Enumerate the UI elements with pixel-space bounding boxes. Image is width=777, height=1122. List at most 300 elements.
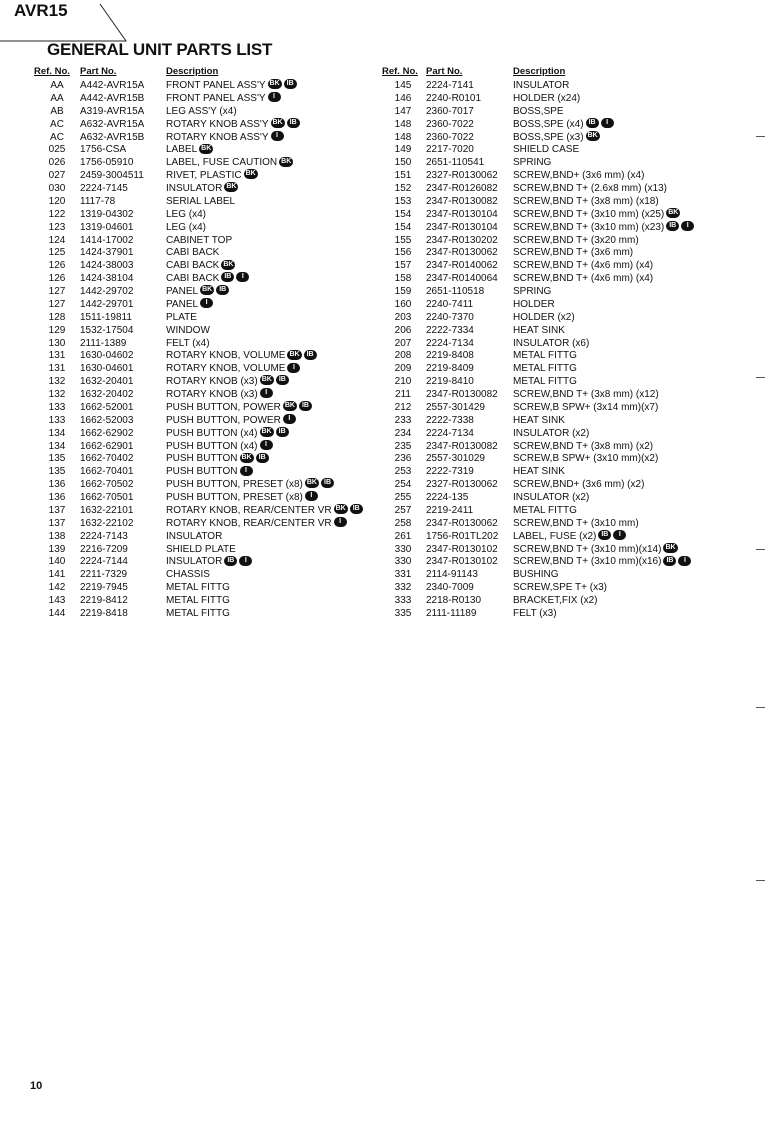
- description-text: CHASSIS: [166, 569, 210, 581]
- table-row: [34, 479, 374, 492]
- variant-badge: I: [200, 298, 213, 308]
- table-row: [34, 260, 374, 273]
- description: [166, 247, 219, 260]
- description: [166, 428, 289, 441]
- variant-badge: IB: [350, 504, 363, 514]
- description-text: PLATE: [166, 311, 197, 323]
- description-text: SPRING: [513, 286, 552, 297]
- ref-no: [392, 518, 414, 531]
- table-row: [382, 479, 722, 492]
- description-text: SCREW,BND T+ (4x6 mm) (x4): [513, 273, 654, 285]
- ref-no: [392, 144, 414, 157]
- part-no: [426, 402, 485, 415]
- description: [166, 325, 210, 338]
- part-no-text: 1662-52003: [80, 414, 134, 426]
- ref-no: [46, 492, 68, 505]
- description: [513, 505, 577, 518]
- description-text: INSULATOR: [166, 183, 223, 194]
- part-no: [80, 556, 128, 569]
- part-no-text: 1756-CSA: [80, 144, 127, 156]
- variant-badge: I: [260, 388, 273, 398]
- ref-no: [46, 556, 68, 569]
- table-row: [34, 453, 374, 466]
- ref-no-text: 135: [48, 466, 66, 478]
- ref-no-text: 330: [394, 556, 412, 568]
- part-no: [426, 453, 485, 466]
- ref-no: [46, 80, 68, 93]
- ref-no: [392, 235, 414, 248]
- description: [513, 222, 694, 235]
- description: [513, 325, 565, 338]
- part-no-text: 2557-301029: [426, 453, 485, 465]
- ref-no: [392, 441, 414, 454]
- ref-no: [46, 132, 68, 145]
- description-text: PUSH BUTTON, PRESET (x8): [166, 492, 303, 503]
- variant-badge: BK: [272, 118, 283, 126]
- table-row: [34, 247, 374, 260]
- ref-no: [392, 80, 414, 93]
- part-no-text: 1414-17002: [80, 234, 134, 246]
- part-no-text: A632-AVR15B: [80, 131, 145, 143]
- ref-no-text: 207: [394, 337, 412, 349]
- part-no: [426, 222, 498, 235]
- part-no: [80, 157, 133, 170]
- part-no: [426, 209, 498, 222]
- description: [166, 93, 281, 106]
- ref-no: [392, 222, 414, 235]
- part-no-text: 2327-R0130062: [426, 170, 498, 182]
- ref-no-text: AC: [50, 118, 64, 130]
- table-row: [382, 196, 722, 209]
- description-text: ROTARY KNOB, REAR/CENTER VR: [166, 504, 332, 516]
- description: [513, 518, 639, 531]
- part-no: [426, 170, 498, 183]
- description: [166, 505, 363, 518]
- part-no-text: 2360-7022: [426, 131, 474, 143]
- ref-no-text: 128: [48, 311, 66, 323]
- variant-badge: BK: [241, 453, 252, 461]
- part-no-text: 1319-04601: [80, 221, 134, 233]
- part-no-text: 1424-37901: [80, 247, 134, 259]
- ref-no-text: 255: [394, 492, 412, 503]
- ref-no-text: 138: [48, 530, 66, 542]
- ref-no-text: AA: [50, 80, 64, 91]
- description-text: SHIELD CASE: [513, 144, 580, 156]
- description-text: PUSH BUTTON: [166, 453, 238, 465]
- part-no-text: 1662-70502: [80, 479, 134, 491]
- table-row: [34, 518, 374, 531]
- variant-badge: BK: [202, 286, 213, 294]
- variant-badge: IB: [276, 375, 289, 385]
- part-no: [80, 531, 128, 544]
- ref-no-text: 132: [48, 376, 66, 388]
- description: [166, 299, 213, 312]
- ref-no: [46, 466, 68, 479]
- part-no: [80, 144, 126, 157]
- description-text: PUSH BUTTON, POWER: [166, 401, 281, 413]
- ref-no: [392, 338, 414, 351]
- variant-badge: BK: [289, 350, 300, 358]
- part-no-text: 2219-8412: [80, 595, 128, 606]
- part-no-text: 1662-70401: [80, 466, 134, 478]
- table-row: [34, 608, 374, 621]
- description: [166, 363, 300, 376]
- part-no: [426, 106, 474, 119]
- ref-no: [392, 183, 414, 196]
- ref-no-text: 332: [394, 582, 412, 594]
- ref-no-text: 154: [394, 208, 412, 220]
- ref-no-text: 149: [394, 144, 412, 156]
- variant-badge: IB: [666, 221, 679, 231]
- part-no: [426, 466, 474, 479]
- ref-no-text: 148: [394, 131, 412, 143]
- part-no: [426, 389, 498, 402]
- col-description: Description: [513, 66, 566, 77]
- ref-no: [392, 273, 414, 286]
- description: [166, 376, 289, 389]
- table-row: [34, 338, 374, 351]
- description: [166, 235, 232, 248]
- ref-no-text: 150: [394, 157, 412, 169]
- part-no: [80, 428, 133, 441]
- ref-no-text: 154: [394, 221, 412, 233]
- part-no-text: 2651-110541: [426, 157, 485, 169]
- table-row: [382, 415, 722, 428]
- variant-badge: I: [305, 491, 318, 501]
- ref-no: [392, 389, 414, 402]
- variant-badge: IB: [321, 478, 334, 488]
- ref-no: [46, 170, 68, 183]
- description-text: INSULATOR (x2): [513, 427, 590, 439]
- part-no-text: 2347-R0130102: [426, 543, 498, 555]
- description: [166, 209, 206, 222]
- description: [166, 569, 210, 582]
- ref-no: [392, 428, 414, 441]
- part-no: [80, 492, 133, 505]
- description-text: SCREW,BND T+ (3x8 mm) (x18): [513, 195, 659, 207]
- description-text: SCREW,BND T+ (3x10 mm)(x14): [513, 543, 662, 555]
- ref-no-text: 333: [394, 595, 412, 606]
- table-row: [34, 132, 374, 145]
- ref-no: [46, 531, 68, 544]
- part-no: [80, 325, 133, 338]
- variant-badge: I: [287, 363, 300, 373]
- description-text: HEAT SINK: [513, 466, 565, 478]
- part-no-text: 2114-91143: [426, 569, 478, 581]
- col-ref-no: Ref. No.: [34, 66, 70, 77]
- part-no-text: 2222-7334: [426, 324, 474, 336]
- description-text: METAL FITTG: [513, 504, 577, 516]
- part-no: [80, 183, 128, 196]
- ref-no-text: 153: [394, 195, 412, 207]
- description: [513, 299, 555, 312]
- table-row: [382, 544, 722, 557]
- ref-no-text: 335: [394, 607, 412, 619]
- part-no: [80, 170, 144, 183]
- description: [513, 595, 597, 608]
- description-text: CABI BACK: [166, 260, 220, 272]
- part-no: [426, 441, 498, 454]
- ref-no: [392, 569, 414, 582]
- description-text: ROTARY KNOB (x3): [166, 389, 258, 400]
- ref-no: [392, 595, 414, 608]
- description-text: PUSH BUTTON (x4): [166, 427, 258, 439]
- ref-no-text: 203: [394, 311, 412, 323]
- part-no: [426, 260, 498, 273]
- ref-no-text: 254: [394, 479, 412, 491]
- ref-no: [392, 325, 414, 338]
- table-row: [34, 505, 374, 518]
- variant-badge: IB: [598, 530, 611, 540]
- description-text: PUSH BUTTON, PRESET (x8): [166, 479, 303, 491]
- table-row: [382, 556, 722, 569]
- ref-no-text: 151: [394, 170, 412, 182]
- ref-no: [392, 376, 414, 389]
- description: [513, 286, 551, 299]
- description-text: SCREW,BND T+ (4x6 mm) (x4): [513, 260, 654, 272]
- part-no-text: 2347-R0130062: [426, 517, 498, 529]
- variant-badge: IB: [221, 272, 234, 282]
- part-no-text: 2347-R0130082: [426, 440, 498, 452]
- part-no: [426, 518, 498, 531]
- table-row: [382, 170, 722, 183]
- variant-badge: I: [678, 556, 691, 566]
- table-row: [34, 144, 374, 157]
- part-no-text: 1756-05910: [80, 157, 134, 169]
- part-no-text: A442-AVR15B: [80, 92, 145, 104]
- table-row: [382, 222, 722, 235]
- description: [513, 466, 565, 479]
- ref-no: [46, 222, 68, 235]
- variant-badge: BK: [223, 260, 234, 268]
- description: [513, 402, 658, 415]
- part-no-text: 2347-R0130082: [426, 389, 498, 400]
- ref-no-text: 331: [394, 569, 412, 581]
- variant-badge: I: [283, 414, 296, 424]
- table-row: [34, 466, 374, 479]
- description-text: SCREW,BND T+ (2.6x8 mm) (x13): [513, 183, 668, 194]
- ref-no: [392, 492, 414, 505]
- description: [166, 544, 236, 557]
- description: [166, 595, 230, 608]
- variant-badge: I: [681, 221, 694, 231]
- ref-no: [46, 209, 68, 222]
- part-no-text: 1632-22101: [80, 504, 134, 516]
- ref-no: [46, 608, 68, 621]
- description: [513, 350, 577, 363]
- ref-no-text: 136: [48, 479, 66, 491]
- part-no-text: 2219-2411: [426, 504, 474, 516]
- table-row: [34, 273, 374, 286]
- description: [166, 453, 269, 466]
- ref-no: [46, 260, 68, 273]
- description-text: SCREW,BND T+ (3x6 mm): [513, 247, 634, 259]
- part-no: [80, 402, 133, 415]
- ref-no: [392, 119, 414, 132]
- ref-no: [46, 119, 68, 132]
- part-no-text: 1442-29702: [80, 286, 134, 297]
- part-no-text: 1632-22102: [80, 517, 134, 529]
- table-row: [34, 544, 374, 557]
- variant-badge: I: [613, 530, 626, 540]
- description-text: BOSS,SPE (x3): [513, 131, 584, 143]
- ref-no-text: 234: [394, 427, 412, 439]
- table-row: [382, 312, 722, 325]
- part-no-text: 2222-7319: [426, 466, 474, 478]
- table-row: [382, 209, 722, 222]
- description-text: SCREW,BND+ (3x6 mm) (x4): [513, 170, 645, 182]
- part-no: [80, 569, 127, 582]
- ref-no-text: 253: [394, 466, 412, 478]
- part-no-text: 2224-7141: [426, 80, 474, 91]
- ref-no: [392, 350, 414, 363]
- table-header: [382, 66, 722, 80]
- table-row: [34, 80, 374, 93]
- part-no-text: 1630-04602: [80, 350, 134, 362]
- description: [166, 119, 300, 132]
- description-text: METAL FITTG: [166, 582, 230, 594]
- description: [166, 441, 273, 454]
- table-row: [34, 582, 374, 595]
- part-no-text: 1662-52001: [80, 401, 134, 413]
- ref-no-text: 139: [48, 543, 66, 555]
- description: [513, 93, 580, 106]
- ref-no: [46, 595, 68, 608]
- ref-no: [46, 569, 68, 582]
- description: [513, 531, 626, 544]
- variant-badge: IB: [663, 556, 676, 566]
- table-row: [34, 183, 374, 196]
- ref-no-text: 233: [394, 414, 412, 426]
- part-no-text: 2211-7329: [80, 569, 128, 581]
- part-no-text: A442-AVR15A: [80, 80, 145, 91]
- table-row: [382, 183, 722, 196]
- variant-badge: IB: [284, 79, 297, 89]
- ref-no-text: 140: [48, 556, 66, 568]
- part-no: [426, 479, 498, 492]
- description: [166, 80, 297, 93]
- part-no: [80, 106, 144, 119]
- part-no-text: A632-AVR15A: [80, 118, 145, 130]
- ref-no-text: 030: [48, 183, 66, 194]
- ref-no-text: 130: [48, 337, 66, 349]
- table-row: [34, 222, 374, 235]
- description-text: METAL FITTG: [513, 350, 577, 362]
- table-row: [382, 260, 722, 273]
- part-no-text: 2347-R0140062: [426, 260, 498, 272]
- variant-badge: BK: [261, 376, 272, 384]
- variant-badge: IB: [287, 118, 300, 128]
- table-row: [382, 608, 722, 621]
- table-row: [34, 531, 374, 544]
- part-no: [426, 183, 498, 196]
- description-text: FELT (x3): [513, 607, 557, 619]
- ref-no-text: 137: [48, 504, 66, 516]
- ref-no-text: 129: [48, 324, 66, 336]
- ref-no-text: 235: [394, 440, 412, 452]
- part-no: [426, 299, 473, 312]
- ref-no: [392, 312, 414, 325]
- table-row: [34, 376, 374, 389]
- ref-no: [46, 428, 68, 441]
- ref-no: [392, 415, 414, 428]
- ref-no: [392, 402, 414, 415]
- description-text: SERIAL LABEL: [166, 195, 236, 207]
- part-no: [80, 479, 133, 492]
- part-no: [426, 286, 484, 299]
- ref-no-text: 127: [48, 286, 66, 297]
- ref-no: [392, 531, 414, 544]
- part-no-text: 2217-7020: [426, 144, 474, 156]
- part-no: [426, 119, 474, 132]
- ref-no-text: 132: [48, 389, 66, 400]
- part-no-text: 1632-20402: [80, 389, 134, 400]
- description-text: HEAT SINK: [513, 414, 565, 426]
- part-no: [80, 441, 133, 454]
- ref-no-text: AB: [50, 105, 64, 117]
- ref-no-text: 211: [395, 389, 411, 400]
- ref-no: [46, 518, 68, 531]
- ref-no-text: 131: [48, 363, 66, 375]
- part-no-text: 1117-78: [80, 195, 116, 207]
- ref-no: [392, 196, 414, 209]
- description: [513, 196, 659, 209]
- part-no: [80, 132, 144, 145]
- table-row: [382, 518, 722, 531]
- description-text: LEG (x4): [166, 208, 207, 220]
- table-row: [34, 170, 374, 183]
- part-no: [426, 350, 474, 363]
- description-text: METAL FITTG: [513, 376, 577, 388]
- part-no: [426, 157, 484, 170]
- ref-no: [46, 582, 68, 595]
- variant-badge: I: [236, 272, 249, 282]
- description-text: SCREW,BND T+ (3x20 mm): [513, 234, 639, 246]
- ref-no-text: 134: [48, 440, 66, 452]
- ref-no: [46, 183, 68, 196]
- description: [166, 260, 235, 273]
- table-row: [382, 325, 722, 338]
- ref-no: [46, 402, 68, 415]
- part-no: [80, 466, 133, 479]
- part-no: [80, 299, 133, 312]
- part-no: [80, 389, 133, 402]
- ref-no: [392, 209, 414, 222]
- part-no-text: 2219-7945: [80, 582, 128, 594]
- part-no: [426, 196, 498, 209]
- part-no: [426, 531, 498, 544]
- part-no: [426, 273, 498, 286]
- ref-no-text: 145: [394, 80, 412, 91]
- part-no: [80, 376, 133, 389]
- description: [513, 441, 653, 454]
- ref-no-text: 148: [394, 118, 412, 130]
- part-no-text: 1442-29701: [80, 298, 134, 310]
- ref-no: [392, 260, 414, 273]
- part-no: [426, 415, 474, 428]
- part-no: [80, 286, 133, 299]
- ref-no: [46, 106, 68, 119]
- table-row: [34, 556, 374, 569]
- variant-badge: IB: [586, 118, 599, 128]
- part-no-text: 2224-7145: [80, 183, 128, 194]
- ref-no: [46, 286, 68, 299]
- ref-no-text: 026: [48, 157, 66, 169]
- description: [166, 196, 235, 209]
- edge-mark: [756, 549, 765, 550]
- col-ref-no: Ref. No.: [382, 66, 418, 77]
- ref-no: [46, 505, 68, 518]
